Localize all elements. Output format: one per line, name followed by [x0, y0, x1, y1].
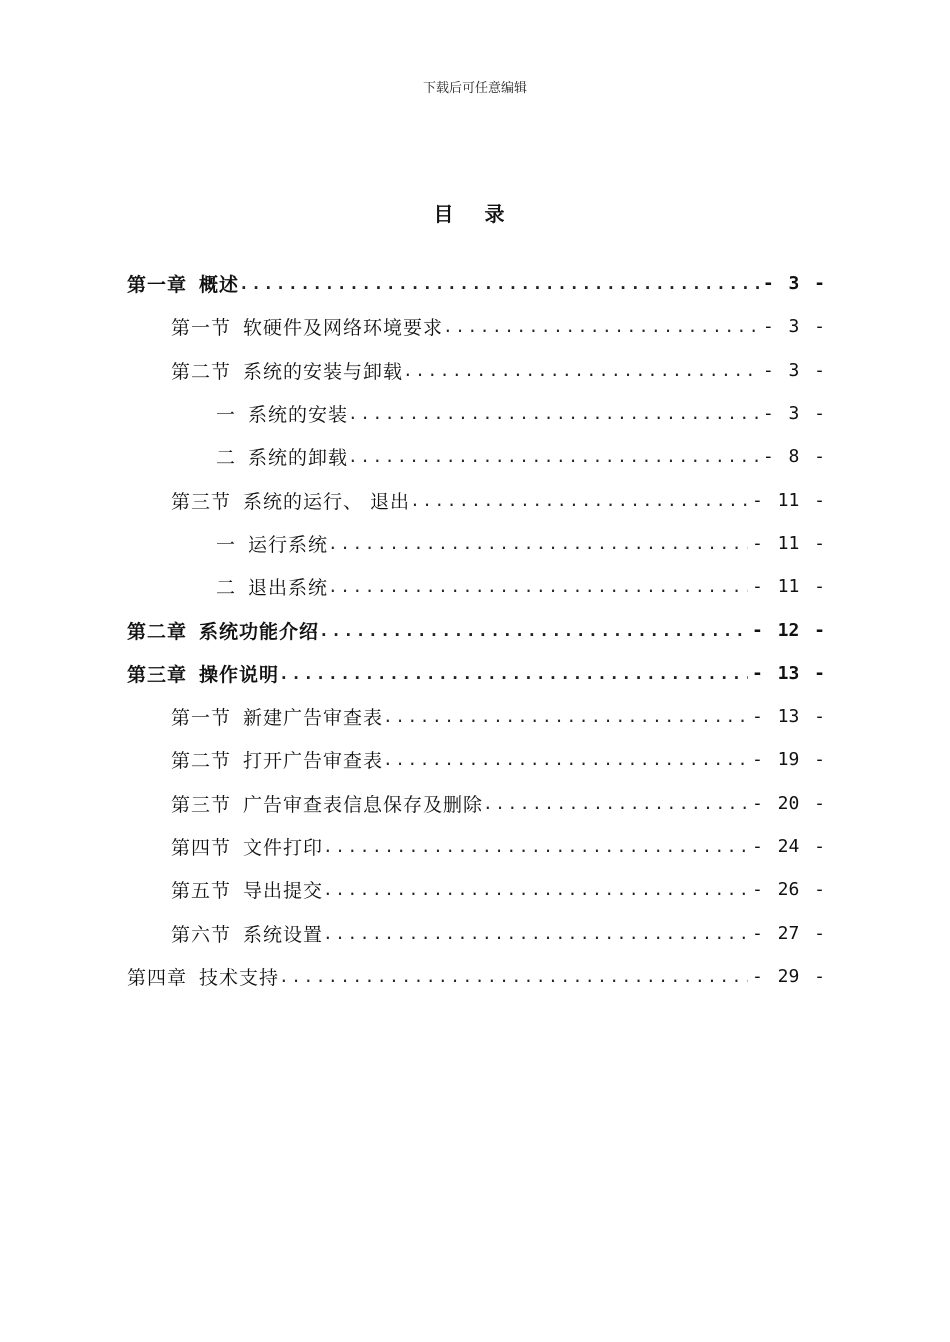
toc-entry-label	[171, 487, 410, 514]
toc-entry-text: 系统设置	[243, 923, 324, 946]
toc-dot-leader	[279, 967, 748, 986]
toc-page-number: - 27 -	[751, 922, 825, 944]
toc-page-number: - 24 -	[751, 836, 825, 857]
toc-page-number: - 3 -	[762, 273, 825, 295]
toc-entry-number: 第二章	[127, 620, 188, 643]
toc-entry[interactable]	[127, 868, 825, 911]
toc-entry[interactable]	[127, 782, 825, 825]
toc-entry-text: 操作说明	[199, 663, 280, 686]
toc-entry-label	[171, 357, 403, 384]
toc-entry-number: 第二节	[171, 750, 232, 773]
toc-entry-text: 新建广告审查表	[243, 707, 384, 730]
toc-entry-label	[127, 963, 279, 990]
table-of-contents	[127, 262, 825, 998]
toc-entry-text: 系统的安装	[248, 404, 349, 427]
toc-entry[interactable]	[127, 435, 825, 478]
toc-entry[interactable]	[127, 349, 825, 392]
toc-dot-leader	[483, 794, 748, 813]
toc-entry-label	[171, 703, 383, 730]
toc-page-number: - 29 -	[751, 965, 825, 987]
toc-entry-text: 运行系统	[248, 533, 329, 556]
toc-title: 目 录	[433, 202, 517, 226]
toc-dot-leader	[239, 274, 759, 293]
toc-entry-number: 第三节	[171, 793, 232, 816]
toc-page-number: - 8 -	[762, 446, 825, 468]
toc-entry-label	[127, 617, 319, 644]
toc-entry-text: 系统的卸载	[248, 447, 349, 470]
toc-entry-text: 系统的运行、 退出	[243, 490, 411, 513]
toc-dot-leader	[410, 491, 748, 510]
toc-dot-leader	[348, 447, 759, 466]
toc-dot-leader	[323, 880, 748, 899]
toc-entry[interactable]	[127, 955, 825, 998]
toc-entry-number: 第三节	[171, 490, 232, 513]
toc-entry[interactable]	[127, 825, 825, 868]
toc-page-number: - 13 -	[751, 662, 825, 684]
toc-entry-label	[171, 746, 383, 773]
toc-entry-label	[171, 790, 483, 817]
toc-page-number: - 3 -	[762, 403, 825, 425]
toc-entry-text: 广告审查表信息保存及删除	[243, 793, 484, 816]
toc-entry-number: 第四章	[127, 966, 188, 989]
toc-entry-label	[216, 573, 328, 600]
toc-entry-label	[171, 313, 443, 340]
toc-entry-label	[171, 876, 323, 903]
toc-dot-leader	[323, 837, 748, 856]
toc-page-number: - 19 -	[751, 749, 825, 771]
toc-dot-leader	[403, 361, 759, 380]
toc-entry-text: 技术支持	[199, 966, 280, 989]
toc-entry-text: 文件打印	[243, 837, 324, 859]
toc-page-number: - 3 -	[762, 359, 825, 381]
toc-entry-number: 第五节	[171, 880, 232, 903]
toc-entry-label	[127, 660, 279, 687]
toc-entry-number: 二	[216, 577, 237, 600]
toc-page-number: - 20 -	[751, 792, 825, 814]
toc-dot-leader	[328, 534, 748, 553]
toc-page-number: - 12 -	[751, 619, 825, 641]
toc-entry-text: 导出提交	[243, 880, 324, 903]
toc-dot-leader	[319, 621, 748, 640]
toc-page-number: - 11 -	[751, 532, 825, 554]
toc-entry-number: 第二节	[171, 360, 232, 383]
toc-entry[interactable]	[127, 305, 825, 348]
toc-entry[interactable]	[127, 738, 825, 781]
toc-entry-label	[216, 530, 328, 557]
toc-entry-text: 系统的安装与卸载	[243, 360, 404, 383]
toc-dot-leader	[323, 924, 748, 943]
toc-entry-number: 第六节	[171, 923, 232, 946]
toc-page-number: - 11 -	[751, 489, 825, 511]
toc-entry[interactable]	[127, 652, 825, 695]
toc-entry[interactable]	[127, 565, 825, 608]
toc-entry-number: 一	[216, 533, 237, 556]
toc-entry-label	[171, 833, 323, 860]
toc-entry-label	[216, 400, 348, 427]
toc-dot-leader	[279, 664, 748, 683]
toc-page-number: - 11 -	[751, 576, 825, 598]
toc-entry[interactable]	[127, 695, 825, 738]
toc-dot-leader	[383, 707, 748, 726]
toc-dot-leader	[348, 404, 759, 423]
toc-entry[interactable]	[127, 608, 825, 651]
toc-dot-leader	[383, 750, 748, 769]
toc-entry-label	[171, 920, 323, 947]
toc-entry[interactable]	[127, 522, 825, 565]
toc-entry-number: 第一章	[127, 274, 188, 297]
toc-entry[interactable]	[127, 478, 825, 521]
toc-entry-text: 软硬件及网络环境要求	[243, 317, 444, 340]
toc-entry-label	[216, 443, 348, 470]
toc-entry[interactable]	[127, 262, 825, 305]
toc-entry-number: 一	[216, 404, 237, 427]
toc-entry-text: 打开广告审查表	[243, 750, 384, 773]
toc-entry-number: 第四节	[171, 837, 232, 859]
toc-page-number: - 13 -	[751, 706, 825, 728]
toc-page-number: - 3 -	[762, 316, 825, 338]
toc-entry-text: 系统功能介绍	[199, 620, 320, 643]
toc-entry[interactable]	[127, 911, 825, 954]
toc-entry-number: 第一节	[171, 707, 232, 730]
toc-entry-number: 第一节	[171, 317, 232, 340]
toc-entry-number: 二	[216, 447, 237, 470]
page-header-note: 下载后可任意编辑	[422, 81, 527, 96]
toc-entry-number: 第三章	[127, 663, 188, 686]
toc-entry-text: 退出系统	[248, 577, 329, 600]
toc-entry-label	[127, 270, 239, 297]
toc-entry-text: 概述	[199, 274, 240, 297]
toc-dot-leader	[443, 317, 759, 336]
toc-dot-leader	[328, 577, 748, 596]
toc-entry[interactable]	[127, 392, 825, 435]
toc-page-number: - 26 -	[751, 879, 825, 901]
